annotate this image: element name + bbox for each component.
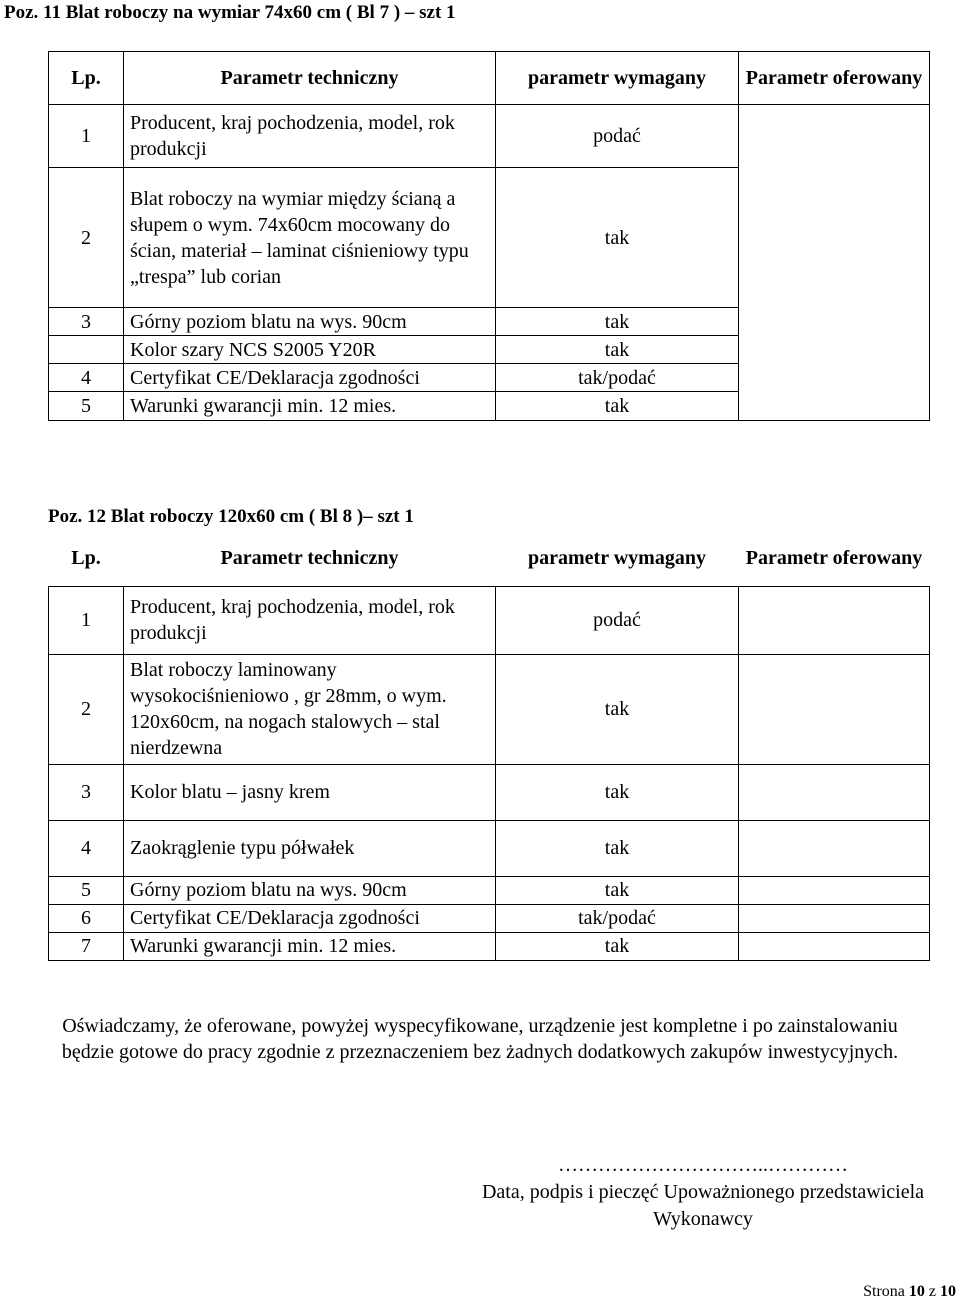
- row-required: tak: [496, 654, 739, 764]
- offered-cell[interactable]: [739, 876, 930, 904]
- spec-table: [48, 530, 930, 961]
- row-param: Blat roboczy na wymiar między ścianą a słupem o wym. 74x60cm mocowany do ścian, materiał – laminat ciśnieniowy typu „trespa” lub corian: [124, 168, 496, 308]
- table-row: [49, 654, 930, 764]
- table-row: [49, 105, 930, 168]
- page-prefix: Strona: [863, 1283, 909, 1300]
- row-param: Kolor szary NCS S2005 Y20R: [124, 336, 496, 364]
- row-param: Certyfikat CE/Deklaracja zgodności: [124, 904, 496, 932]
- row-lp: 1: [49, 105, 124, 168]
- offered-cell[interactable]: [739, 904, 930, 932]
- row-required: tak: [496, 932, 739, 960]
- table-row: [49, 764, 930, 820]
- row-required: tak/podać: [496, 904, 739, 932]
- row-param: Producent, kraj pochodzenia, model, rok produkcji: [124, 105, 496, 168]
- col-header-param: Parametr techniczny: [220, 546, 399, 569]
- offered-cell[interactable]: [739, 105, 930, 421]
- offered-cell[interactable]: [739, 654, 930, 764]
- col-header-lp: Lp.: [71, 546, 101, 569]
- col-header-offered: Parametr oferowany: [745, 546, 923, 569]
- spec-table: [48, 51, 930, 421]
- row-lp: 1: [49, 586, 124, 654]
- page-total: 10: [940, 1283, 956, 1300]
- row-param: Blat roboczy laminowany wysokociśnieniowo , gr 28mm, o wym. 120x60cm, na nogach stalowych – stal nierdzewna: [124, 654, 496, 764]
- row-required: podać: [496, 105, 739, 168]
- row-param: Górny poziom blatu na wys. 90cm: [124, 308, 496, 336]
- row-lp: 6: [49, 904, 124, 932]
- row-lp: 2: [49, 168, 124, 308]
- signature-line: …………………………..…………: [558, 1154, 848, 1176]
- row-lp: 5: [49, 392, 124, 421]
- col-header-required: parametr wymagany: [528, 546, 706, 569]
- col-header-required: parametr wymagany: [496, 52, 739, 105]
- offered-cell[interactable]: [739, 764, 930, 820]
- page-separator: z: [924, 1283, 940, 1300]
- row-param: Zaokrąglenie typu półwałek: [124, 820, 496, 876]
- page-number: [863, 1283, 956, 1301]
- row-lp: [49, 336, 124, 364]
- row-required: tak/podać: [496, 364, 739, 392]
- row-lp: 4: [49, 364, 124, 392]
- col-header-offered: Parametr oferowany: [739, 52, 930, 105]
- row-lp: 3: [49, 308, 124, 336]
- row-param: Warunki gwarancji min. 12 mies.: [124, 392, 496, 421]
- row-required: podać: [496, 586, 739, 654]
- row-required: tak: [496, 764, 739, 820]
- table-header-row: [49, 52, 930, 105]
- row-required: tak: [496, 308, 739, 336]
- row-required: tak: [496, 336, 739, 364]
- page-current: 10: [908, 1283, 925, 1300]
- col-header-param: Parametr techniczny: [124, 52, 496, 105]
- table-row: [49, 820, 930, 876]
- row-required: tak: [496, 876, 739, 904]
- table-row: [49, 904, 930, 932]
- row-lp: 3: [49, 764, 124, 820]
- row-lp: 2: [49, 654, 124, 764]
- row-param: Certyfikat CE/Deklaracja zgodności: [124, 364, 496, 392]
- table-row: [49, 586, 930, 654]
- row-param: Górny poziom blatu na wys. 90cm: [124, 876, 496, 904]
- signature-block: [480, 1152, 926, 1233]
- row-lp: 5: [49, 876, 124, 904]
- declaration-statement: Oświadczamy, że oferowane, powyżej wyspecyfikowane, urządzenie jest kompletne i po zainstalowaniu będzie gotowe do pracy zgodnie z przeznaczeniem bez żadnych dodatkowych zakupów inwestycyjnych.: [61, 1015, 899, 1063]
- offered-cell[interactable]: [739, 586, 930, 654]
- section-heading: Poz. 11 Blat roboczy na wymiar 74x60 cm ( Bl 7 ) – szt 1: [4, 2, 456, 23]
- col-header-lp: Lp.: [49, 52, 124, 105]
- row-lp: 4: [49, 820, 124, 876]
- row-required: tak: [496, 168, 739, 308]
- row-param: Kolor blatu – jasny krem: [124, 764, 496, 820]
- row-required: tak: [496, 820, 739, 876]
- row-param: Producent, kraj pochodzenia, model, rok produkcji: [124, 586, 496, 654]
- row-param: Warunki gwarancji min. 12 mies.: [124, 932, 496, 960]
- offered-cell[interactable]: [739, 932, 930, 960]
- table-header-row: [49, 530, 930, 586]
- section-heading: Poz. 12 Blat roboczy 120x60 cm ( Bl 8 )– szt 1: [48, 506, 414, 527]
- signature-label: Data, podpis i pieczęć Upoważnionego przedstawiciela Wykonawcy: [481, 1181, 925, 1230]
- table-row: [49, 876, 930, 904]
- row-lp: 7: [49, 932, 124, 960]
- table-row: [49, 932, 930, 960]
- row-required: tak: [496, 392, 739, 421]
- offered-cell[interactable]: [739, 820, 930, 876]
